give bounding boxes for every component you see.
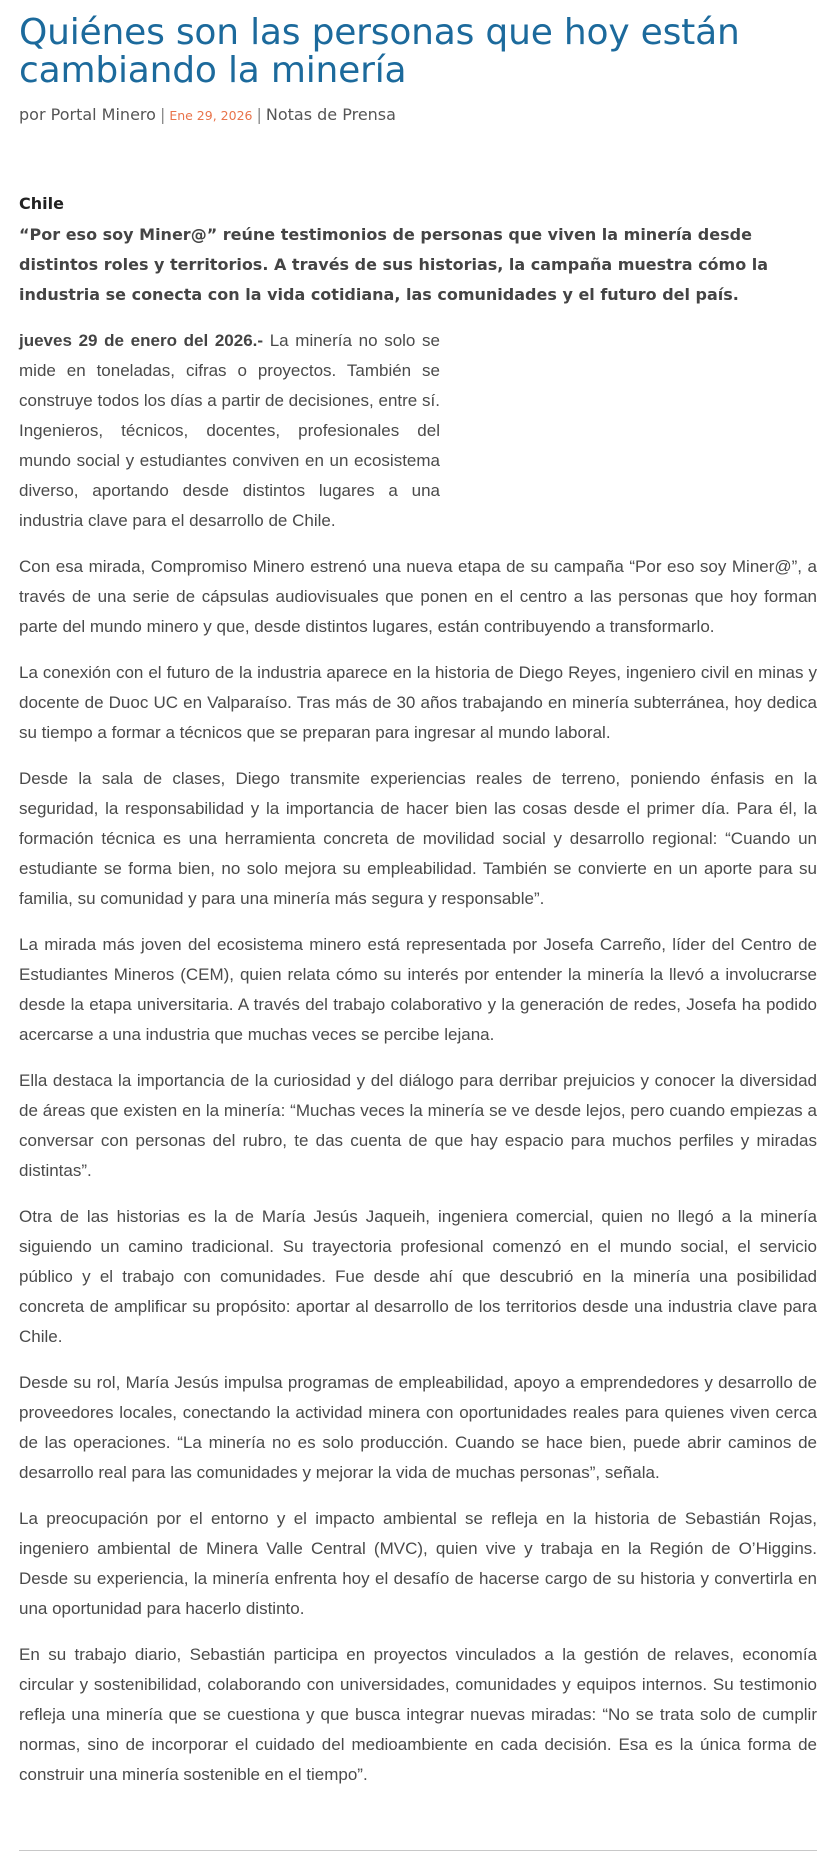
paragraph: La mirada más joven del ecosistema minero está representada por Josefa Carreño, líder del Centro de Estudiantes Mineros (CEM), quien relata cómo su interés por entender la minería la llevó a involucrarse desde la etapa universitaria. A través del trabajo colaborativo y la generación de redes, Josefa ha podido acercarse a una industria que muchas veces se percibe lejana. xyxy=(19,935,817,1044)
dateline: jueves 29 de enero del 2026.- xyxy=(19,331,264,350)
paragraph: La conexión con el futuro de la industria aparece en la historia de Diego Reyes, ingeniero civil en minas y docente de Duoc UC en Valparaíso. Tras más de 30 años trabajando en minería subterránea, hoy dedica su tiempo a formar a técnicos que se preparan para ingresar al mundo laboral. xyxy=(19,663,817,742)
paragraph: Otra de las historias es la de María Jesús Jaqueih, ingeniera comercial, quien no llegó a la minería siguiendo un camino tradicional. Su trayectoria profesional comenzó en el mundo social, el servicio público y el trabajo con comunidades. Fue desde ahí que descubrió en la minería una posibilidad concreta de amplificar su propósito: aportar al desarrollo de los territorios desde una industria clave para Chile. xyxy=(19,1207,817,1346)
article-title: Quiénes son las personas que hoy están cambiando la minería xyxy=(19,12,740,91)
byline-prefix: por xyxy=(19,105,46,124)
meta-separator: | xyxy=(256,105,262,124)
post-meta xyxy=(19,103,817,128)
first-paragraph xyxy=(19,326,440,536)
author-link[interactable]: Portal Minero xyxy=(50,105,156,124)
country-label: Chile xyxy=(19,194,64,213)
paragraph: Desde la sala de clases, Diego transmite experiencias reales de terreno, poniendo énfasis en la seguridad, la responsabilidad y la importancia de hacer bien las cosas desde el primer día. Para él, la formación técnica es una herramienta concreta de movilidad social y desarrollo regional: “Cuando un estudiante se forma bien, no solo mejora su empleabilidad. También se convierte en un aporte para su familia, su comunidad y para una minería más segura y responsable”. xyxy=(19,769,817,908)
category-link[interactable]: Notas de Prensa xyxy=(265,105,396,124)
paragraph: La preocupación por el entorno y el impacto ambiental se refleja en la historia de Sebastián Rojas, ingeniero ambiental de Minera Valle Central (MVC), quien vive y trabaja en la Región de O’Higgins. Desde su experiencia, la minería enfrenta hoy el desafío de hacerse cargo de su historia y convertirla en una oportunidad para hacerlo distinto. xyxy=(19,1509,817,1618)
paragraph: En su trabajo diario, Sebastián participa en proyectos vinculados a la gestión de relaves, economía circular y sostenibilidad, colaborando con universidades, comunidades y equipos internos. Su testimonio refleja una minería que se cuestiona y que busca integrar nuevas miradas: “No se trata solo de cumplir normas, sino de incorporar el cuidado del medioambiente en cada decisión. Esa es la única forma de construir una minería sostenible en el tiempo”. xyxy=(19,1645,817,1784)
section-divider xyxy=(19,1850,817,1851)
publish-date: Ene 29, 2026 xyxy=(169,108,253,123)
paragraph: Con esa mirada, Compromiso Minero estrenó una nueva etapa de su campaña “Por eso soy Miner@”, a través de una serie de cápsulas audiovisuales que ponen en el centro a las personas que hoy forman parte del mundo minero y que, desde distintos lugares, están contribuyendo a transformarlo. xyxy=(19,557,817,636)
paragraph: Ella destaca la importancia de la curiosidad y del diálogo para derribar prejuicios y conocer la diversidad de áreas que existen en la minería: “Muchas veces la minería se ve desde lejos, pero cuando empiezas a conversar con personas del rubro, te das cuenta de que hay espacio para muchos perfiles y miradas distintas”. xyxy=(19,1071,817,1180)
article xyxy=(19,14,817,1790)
first-paragraph-text: La minería no solo se mide en toneladas, cifras o proyectos. También se construye todos los días a partir de decisiones, entre sí. Ingenieros, técnicos, docentes, profesionales del mundo social y estudiantes conviven en un ecosistema diverso, aportando desde distintos lugares a una industria clave para el desarrollo de Chile. xyxy=(19,331,440,530)
meta-separator: | xyxy=(159,105,166,124)
article-lead: “Por eso soy Miner@” reúne testimonios de personas que viven la minería desde distintos roles y territorios. A través de sus historias, la campaña muestra cómo la industria se conecta con la vida cotidiana, las comunidades y el futuro del país. xyxy=(19,225,769,304)
paragraph: Desde su rol, María Jesús impulsa programas de empleabilidad, apoyo a emprendedores y desarrollo de proveedores locales, conectando la actividad minera con oportunidades reales para quienes viven cerca de las operaciones. “La minería no es solo producción. Cuando se hace bien, puede abrir caminos de desarrollo real para las comunidades y mejorar la vida de muchas personas”, señala. xyxy=(19,1373,817,1482)
